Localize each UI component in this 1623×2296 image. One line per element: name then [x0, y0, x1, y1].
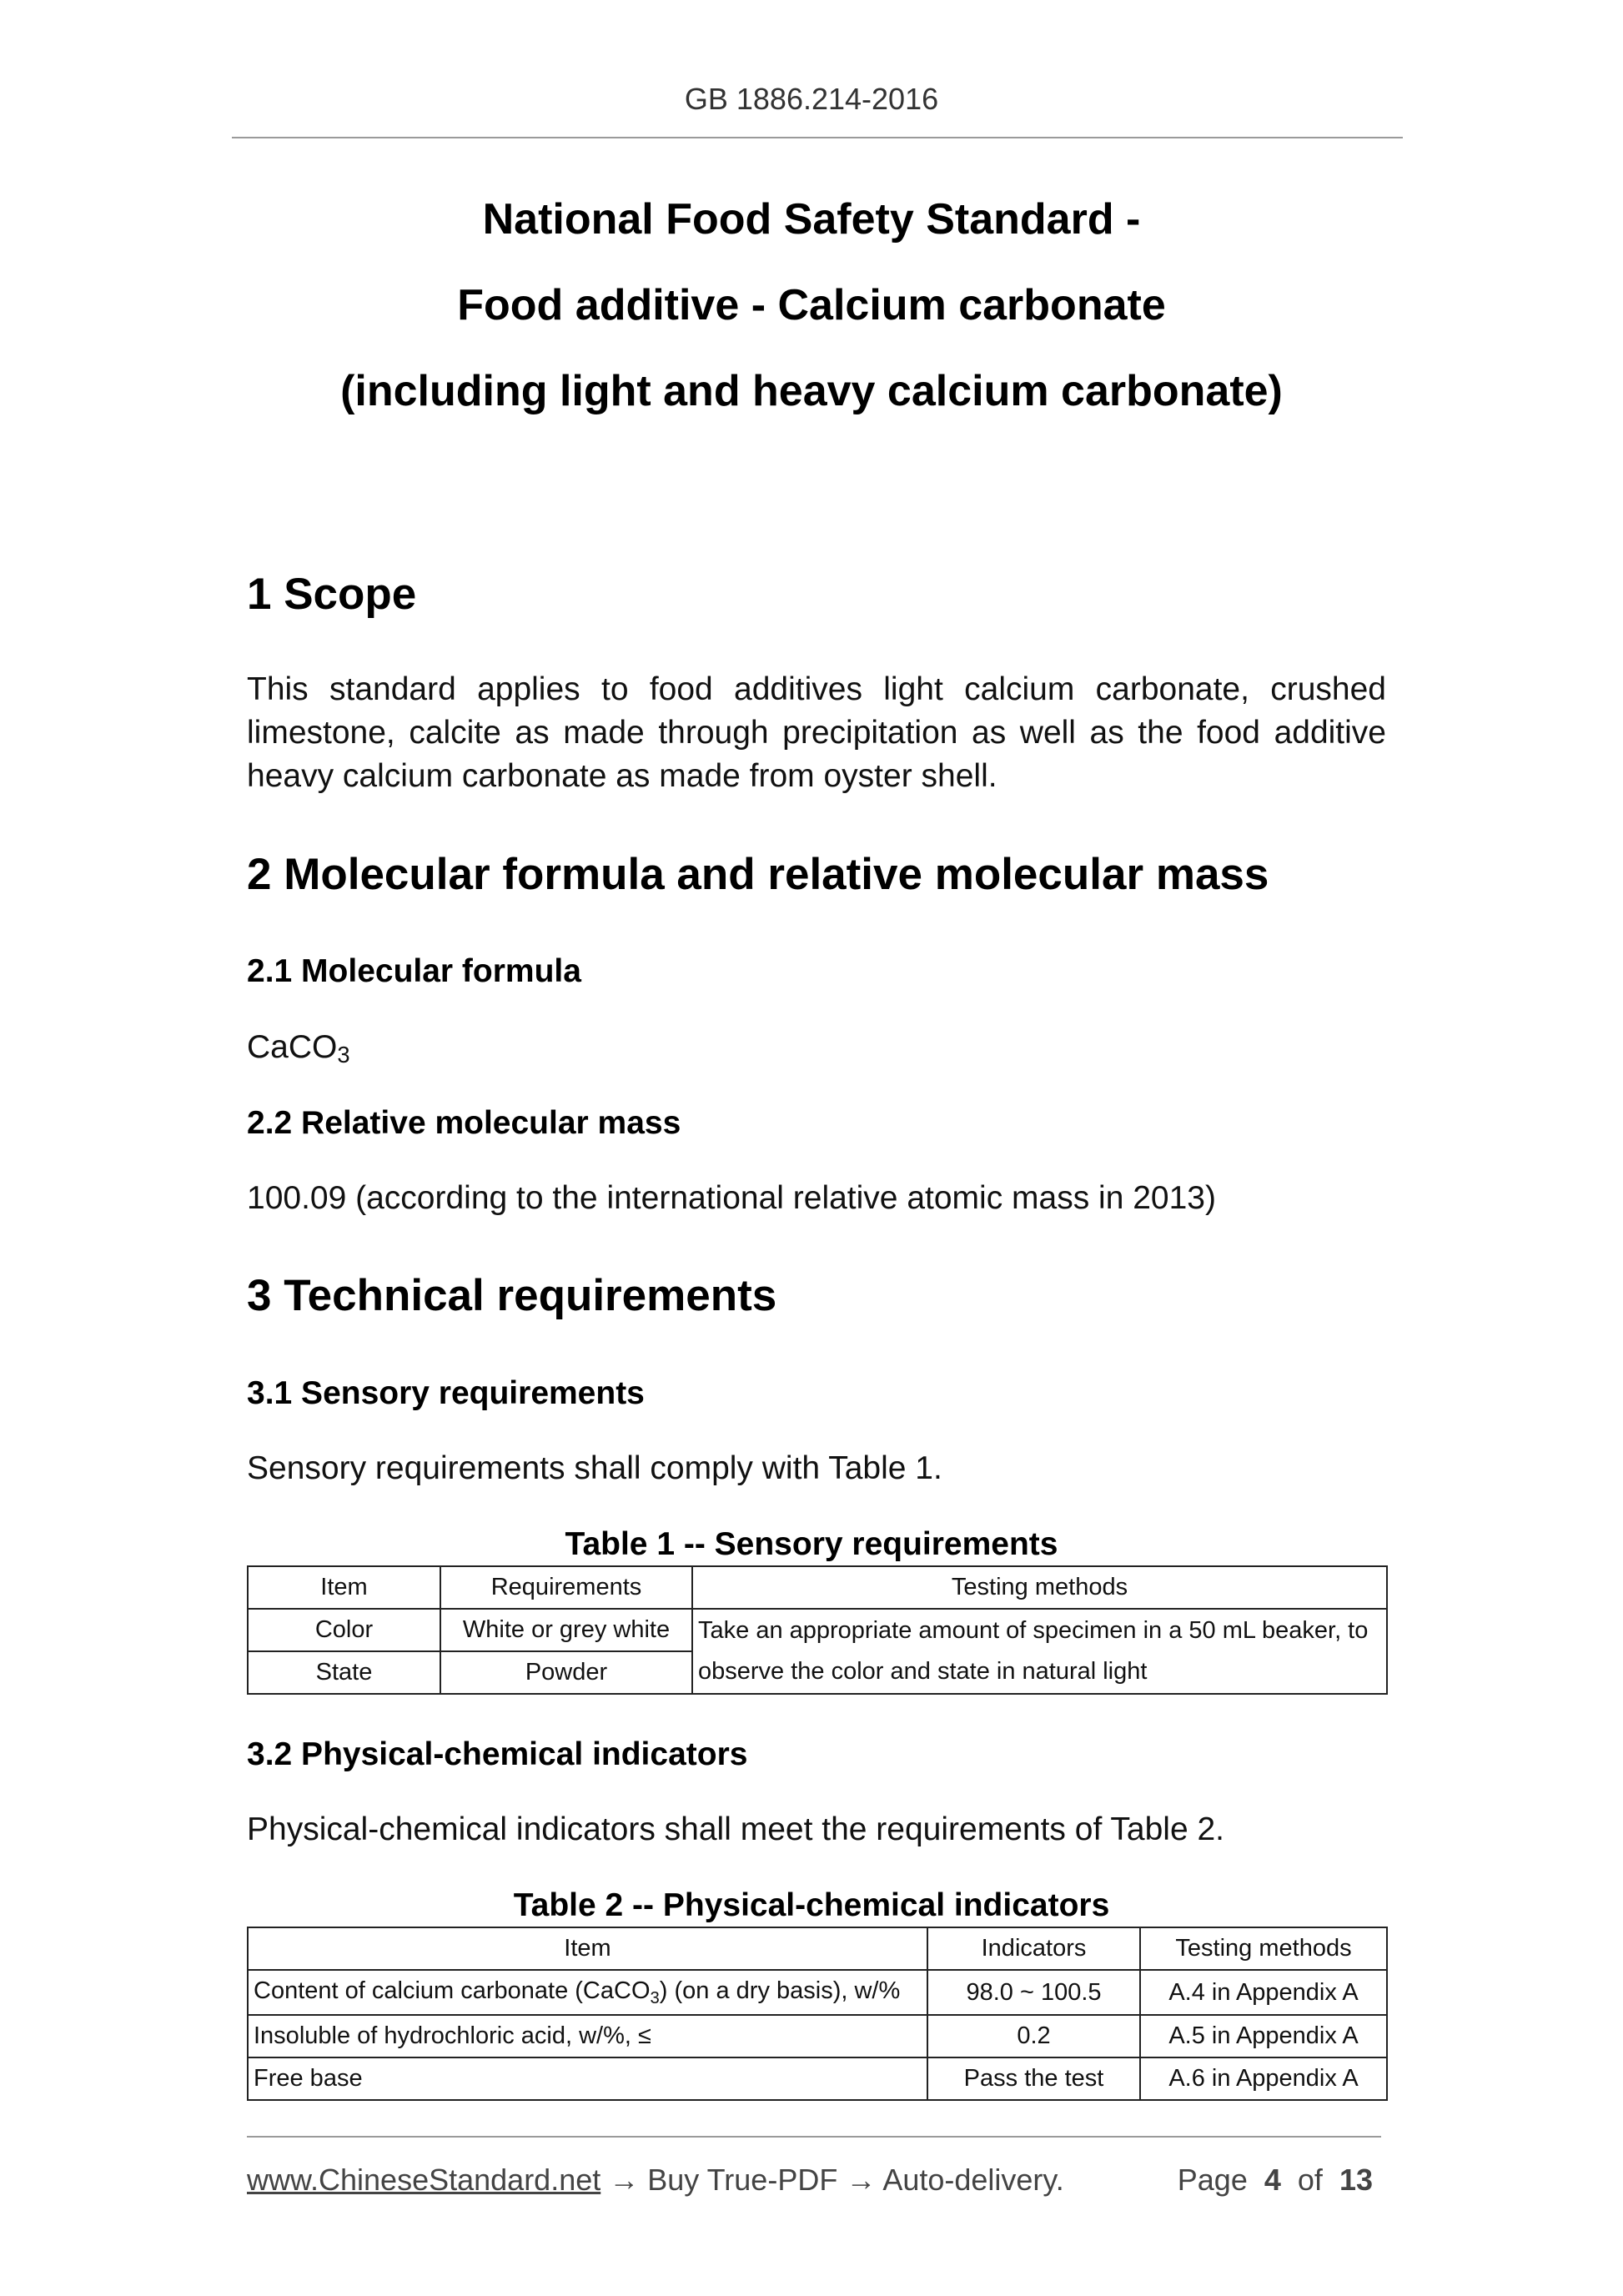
indicator-cell: 0.2 [927, 2015, 1140, 2057]
title-line-3: (including light and heavy calcium carbonate) [340, 367, 1283, 415]
table-row [248, 2015, 1387, 2057]
footer-tagline: → Buy True-PDF → Auto-delivery. [600, 2163, 1064, 2197]
section-2-2-heading: 2.2 Relative molecular mass [247, 1105, 681, 1141]
document-code-header: GB 1886.214-2016 [684, 82, 939, 116]
testing-method-cell [692, 1609, 1387, 1694]
item-text-post: ) (on a dry basis), w/% [659, 1977, 901, 2004]
header-cell: Testing methods [692, 1566, 1387, 1609]
indicator-cell: Pass the test [927, 2057, 1140, 2100]
method-cell: A.5 in Appendix A [1140, 2015, 1387, 2057]
page-current: 4 [1264, 2163, 1281, 2197]
footer [247, 2160, 1381, 2200]
item-text: Content of calcium carbonate (CaCO [254, 1977, 651, 2004]
formula-subscript: 3 [337, 1042, 350, 1068]
table-row [248, 2057, 1387, 2100]
section-3-heading: 3 Technical requirements [247, 1271, 777, 1320]
requirement-cell: White or grey white [440, 1609, 692, 1651]
testing-method-line-2: observe the color and state in natural light [698, 1658, 1148, 1685]
item-subscript: 3 [650, 1989, 660, 2007]
table-2-caption: Table 2 -- Physical-chemical indicators [513, 1887, 1110, 1923]
table-row [248, 1970, 1387, 2015]
physical-chemical-indicators-table [247, 1927, 1388, 2101]
page-total: 13 [1339, 2163, 1373, 2197]
table-1-caption: Table 1 -- Sensory requirements [565, 1526, 1058, 1562]
item-cell [248, 1970, 927, 2015]
item-cell: State [248, 1651, 440, 1694]
footer-divider [247, 2136, 1381, 2138]
page-label: Page [1177, 2163, 1248, 2197]
item-cell: Color [248, 1609, 440, 1651]
section-3-2-body: Physical-chemical indicators shall meet the requirements of Table 2. [247, 1811, 1224, 1847]
table-header-row [248, 1927, 1387, 1970]
header-cell: Testing methods [1140, 1927, 1387, 1970]
header-cell: Requirements [440, 1566, 692, 1609]
section-3-1-body: Sensory requirements shall comply with Table 1. [247, 1450, 942, 1486]
method-cell: A.4 in Appendix A [1140, 1970, 1387, 2015]
method-cell: A.6 in Appendix A [1140, 2057, 1387, 2100]
page-indicator [1178, 2160, 1373, 2200]
title-line-1: National Food Safety Standard - [482, 195, 1141, 244]
item-cell: Free base [248, 2057, 927, 2100]
header-cell: Indicators [927, 1927, 1140, 1970]
section-2-heading: 2 Molecular formula and relative molecular mass [247, 850, 1269, 899]
relative-mass-text: 100.09 (according to the international relative atomic mass in 2013) [247, 1180, 1216, 1216]
requirement-cell: Powder [440, 1651, 692, 1694]
section-1-body: This standard applies to food additives light calcium carbonate, crushed limestone, calcite as made through precipitation as well as the food additive heavy calcium carbonate as made from oyster shell. [247, 671, 1386, 794]
testing-method-line-1: Take an appropriate amount of specimen in a 50 mL beaker, to [698, 1617, 1369, 1644]
sensory-requirements-table [247, 1565, 1388, 1695]
table-row [248, 1609, 1387, 1651]
website-link[interactable]: www.ChineseStandard.net [247, 2163, 601, 2197]
header-divider [232, 137, 1403, 138]
indicator-cell: 98.0 ~ 100.5 [927, 1970, 1140, 2015]
header-cell: Item [248, 1927, 927, 1970]
section-3-2-heading: 3.2 Physical-chemical indicators [247, 1736, 748, 1772]
page-of-label: of [1297, 2163, 1323, 2197]
section-2-1-heading: 2.1 Molecular formula [247, 953, 581, 989]
title-line-2: Food additive - Calcium carbonate [457, 281, 1166, 329]
section-1-heading: 1 Scope [247, 570, 417, 619]
molecular-formula [247, 1026, 350, 1072]
item-cell: Insoluble of hydrochloric acid, w/%, ≤ [248, 2015, 927, 2057]
table-header-row [248, 1566, 1387, 1609]
section-3-1-heading: 3.1 Sensory requirements [247, 1375, 645, 1411]
formula-base: CaCO [247, 1029, 338, 1065]
header-cell: Item [248, 1566, 440, 1609]
